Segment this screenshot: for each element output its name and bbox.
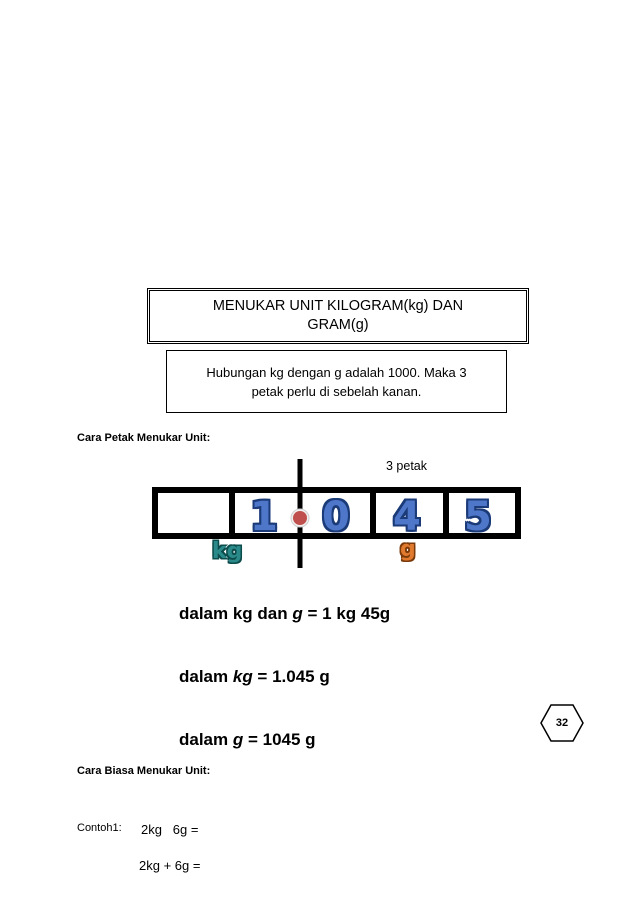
page-number: 32 (555, 717, 569, 729)
unit-kg-label: kg (212, 539, 243, 564)
section-label-petak: Cara Petak Menukar Unit: (77, 432, 211, 444)
example-line-2: 2kg + 6g = (139, 858, 201, 873)
section-label-biasa: Cara Biasa Menukar Unit: (77, 765, 211, 777)
title-line-2: GRAM(g) (307, 317, 369, 333)
example-line-1: 2kg 6g = (141, 822, 199, 837)
example-label: Contoh1: (77, 822, 122, 834)
decimal-dot (293, 511, 307, 525)
petak-label: 3 petak (386, 459, 428, 473)
unit-g-label: g (400, 537, 416, 562)
title-line-1: MENUKAR UNIT KILOGRAM(kg) DAN (212, 298, 464, 314)
info-line-2: petak perlu di sebelah kanan. (251, 383, 422, 399)
digit-2: 0 (322, 494, 350, 540)
digit-1: 1 (250, 494, 278, 540)
result-kg-and-g: dalam kg dan g = 1 kg 45g (179, 604, 391, 623)
digit-3: 4 (393, 494, 421, 540)
info-line-1: Hubungan kg dengan g adalah 1000. Maka 3 (206, 364, 467, 380)
digit-4: 5 (464, 494, 492, 540)
result-g: dalam g = 1045 g (179, 730, 316, 749)
page-number-badge (540, 704, 584, 742)
result-kg: dalam kg = 1.045 g (179, 667, 330, 686)
